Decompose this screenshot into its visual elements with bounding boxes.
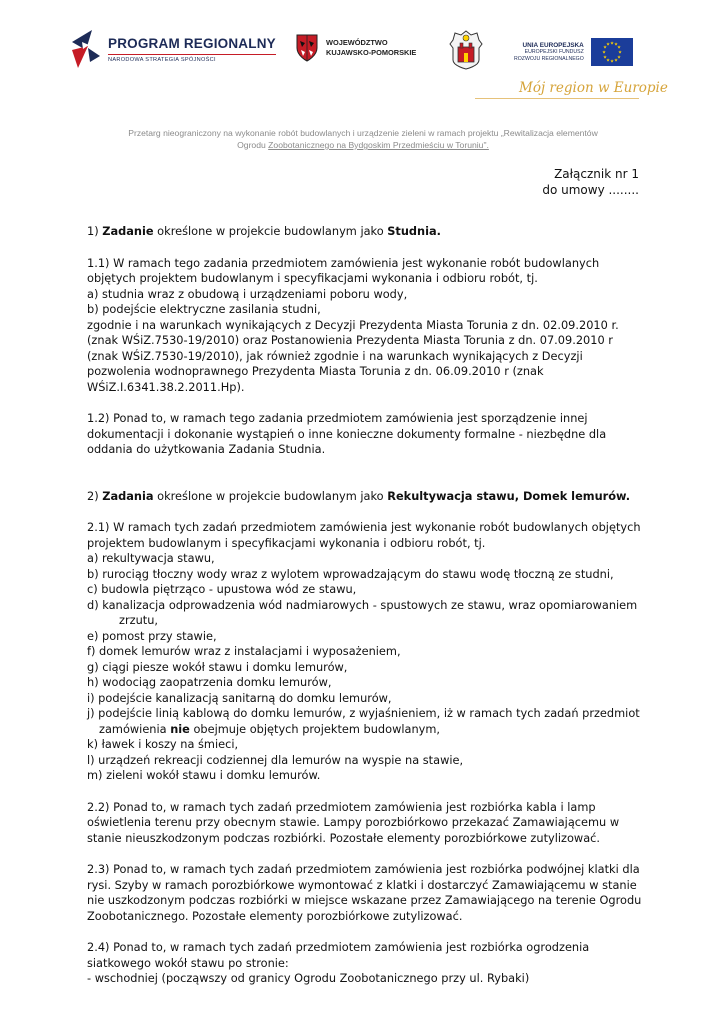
section2-number: 2)	[87, 488, 103, 503]
list-item-c: c) budowla piętrząco - upustowa wód ze stawu,	[87, 582, 357, 596]
eu-flag-icon	[591, 38, 633, 66]
motto-divider	[475, 98, 639, 99]
svg-text:★: ★	[617, 50, 622, 56]
list-item-j-continued	[87, 722, 647, 738]
list-item: b) podejście elektryczne zasilania studni,	[87, 302, 321, 316]
eu-line2: EUROPEJSKI FUNDUSZ	[524, 48, 584, 55]
item-j-bold: nie	[170, 721, 190, 736]
svg-text:★: ★	[601, 50, 606, 56]
eu-line3: ROZWOJU REGIONALNEGO	[514, 55, 584, 62]
torun-arms-icon	[449, 30, 483, 70]
section1-heading-text: określone w projekcie budowlanym jako	[153, 224, 388, 238]
section2-heading-text: określone w projekcie budowlanym jako	[153, 488, 388, 503]
project-line1: Przetarg nieograniczony na wykonanie robót budowlanych i urządzenie zieleni w ramach projektu „Rewitalizacja elementów	[128, 128, 598, 138]
annex-heading	[480, 166, 639, 198]
paragraph-1-1: 1.1) W ramach tego zadania przedmiotem zamówienia jest wykonanie robót budowlanych objętych projektem budowlanym i specyfikacjami wykonania i odbioru robót, tj.	[87, 255, 600, 285]
voivodeship-line2: KUJAWSKO-POMORSKIE	[326, 48, 417, 57]
svg-text:★: ★	[602, 45, 607, 51]
section1-keyword: Zadanie	[102, 224, 154, 238]
list-item-b: b) rurociąg tłoczny wody wraz z wylotem wprowadzającym do stawu wodę tłoczną ze studni,	[87, 566, 614, 581]
motto: Mój region w Europie	[519, 80, 668, 96]
annex-contract: do umowy ........	[542, 183, 639, 197]
paragraph-2-1: 2.1) W ramach tych zadań przedmiotem zamówienia jest wykonanie robót budowlanych objętych projektem budowlanym i specyfikacjami wykonania i odbioru robót, tj.	[87, 520, 641, 550]
list-item-m: m) zieleni wokół stawu i domku lemurów.	[87, 768, 321, 782]
project-line2	[86, 139, 640, 151]
annex-number: Załącznik nr 1	[554, 167, 639, 181]
program-title: PROGRAM REGIONALNY	[108, 35, 276, 51]
section2-heading	[87, 489, 647, 505]
item-j-suffix: obejmuje objętych projektem budowlanym,	[189, 721, 441, 736]
paragraph-2-3: 2.3) Ponad to, w ramach tych zadań przedmiotem zamówienia jest rozbiórka podwójnej klatki dla rysi. Szyby w ramach porozbiórkowe wymontować z klatki i dostarczyć Zamawiającemu w stanie nie uszkodzonym podczas rozbiórki w miejsce wskazane przez Zamawiającego na terenie Ogrodu Zoobotanicznego. Pozostałe elementy porozbiórkowe zutylizować.	[87, 862, 642, 923]
list-item: a) studnia wraz z obudową i urządzeniami poboru wody,	[87, 286, 408, 301]
project-reference	[86, 127, 640, 151]
paragraph-2-4-item: - wschodniej (począwszy od granicy Ogrodu Zoobotanicznego przy ul. Rybaki)	[87, 971, 530, 985]
document-header	[0, 0, 724, 112]
list-item-a: a) rekultywacja stawu,	[87, 551, 215, 565]
svg-text:★: ★	[605, 42, 610, 48]
document-body	[87, 224, 647, 987]
section2-task-name: Rekultywacja stawu, Domek lemurów.	[387, 488, 631, 503]
section1-heading	[87, 224, 647, 240]
item-j-prefix: zamówienia	[99, 721, 171, 736]
svg-text:★: ★	[609, 59, 614, 65]
list-item-e: e) pomost przy stawie,	[87, 628, 217, 643]
list-item-f: f) domek lemurów wraz z instalacjami i wyposażeniem,	[87, 644, 401, 658]
project-line2-prefix: Ogrodu	[237, 140, 269, 150]
list-item-d: d) kanalizacja odprowadzenia wód nadmiarowych - spustowych ze stawu, wraz opomiarowaniem	[87, 597, 638, 612]
svg-text:★: ★	[605, 58, 610, 64]
list-item-i: i) podejście kanalizacją sanitarną do domku lemurów,	[87, 690, 392, 705]
project-line2-underlined: Zoobotanicznego na Bydgoskim Przedmieściu w Toruniu".	[268, 140, 489, 150]
paragraph-1-2: 1.2) Ponad to, w ramach tego zadania przedmiotem zamówienia jest sporządzenie innej dokumentacji i dokonanie wystąpień o inne konieczne dokumenty formalne - niezbędne dla oddania do użytkowania Zadania Studnia.	[87, 411, 607, 456]
list-item-l: l) urządzeń rekreacji codziennej dla lemurów na wyspie na stawie,	[87, 752, 464, 767]
list-item-k: k) ławek i koszy na śmieci,	[87, 737, 239, 751]
program-star-icon	[68, 28, 102, 70]
eu-logo	[514, 38, 633, 66]
svg-text:★: ★	[616, 55, 621, 61]
list-item-g: g) ciągi piesze wokół stawu i domku lemurów,	[87, 659, 348, 674]
svg-text:★: ★	[609, 41, 614, 47]
voivodeship-logo	[296, 34, 416, 62]
program-regionalny-logo	[68, 28, 276, 70]
paragraph-2-4: 2.4) Ponad to, w ramach tych zadań przedmiotem zamówienia jest rozbiórka ogrodzenia siatkowego wokół stawu po stronie:	[87, 940, 590, 970]
svg-text:★: ★	[602, 55, 607, 61]
coat-of-arms-icon	[296, 34, 318, 62]
section2-keyword: Zadania	[102, 488, 154, 503]
svg-text:★: ★	[616, 45, 621, 51]
paragraph-2-2: 2.2) Ponad to, w ramach tych zadań przedmiotem zamówienia jest rozbiórka kabla i lamp oświetlenia terenu przy obecnym stawie. Lampy porozbiórkowo przekazać Zamawiającemu w stanie nieuszkodzonym podczas rozbiórki. Pozostałe elementy porozbiórkowe zutylizować.	[87, 799, 620, 845]
torun-coat-of-arms	[449, 30, 483, 74]
list-item-h: h) wodociąg zaopatrzenia domku lemurów,	[87, 675, 332, 689]
eu-line1: UNIA EUROPEJSKA	[522, 41, 584, 49]
list-item-j: j) podejście linią kablową do domku lemurów, z wyjaśnieniem, iż w ramach tych zadań przedmiot	[87, 706, 640, 720]
decision-reference: zgodnie i na warunkach wynikających z Decyzji Prezydenta Miasta Torunia z dn. 02.09.2010 r. (znak WŚiZ.7530-19/2010) oraz Postanowienia Prezydenta Miasta Torunia z dn. 07.09.2010 r (znak WŚiZ.7530-19/2010), jak również zgodnie i na warunkach wynikających z Decyzji pozwolenia wodnoprawnego Prezydenta Miasta Torunia z dn. 06.09.2010 r (znak WŚiZ.I.6341.38.2.2011.Hp).	[87, 317, 619, 394]
svg-text:★: ★	[613, 42, 618, 48]
svg-text:★: ★	[613, 58, 618, 64]
list-item-d-continued: zrzutu,	[119, 613, 159, 627]
program-subtitle: NARODOWA STRATEGIA SPÓJNOŚCI	[108, 54, 276, 63]
voivodeship-line1: WOJEWÓDZTWO	[326, 38, 388, 47]
section1-task-name: Studnia.	[387, 224, 441, 238]
section1-number: 1)	[87, 224, 103, 238]
